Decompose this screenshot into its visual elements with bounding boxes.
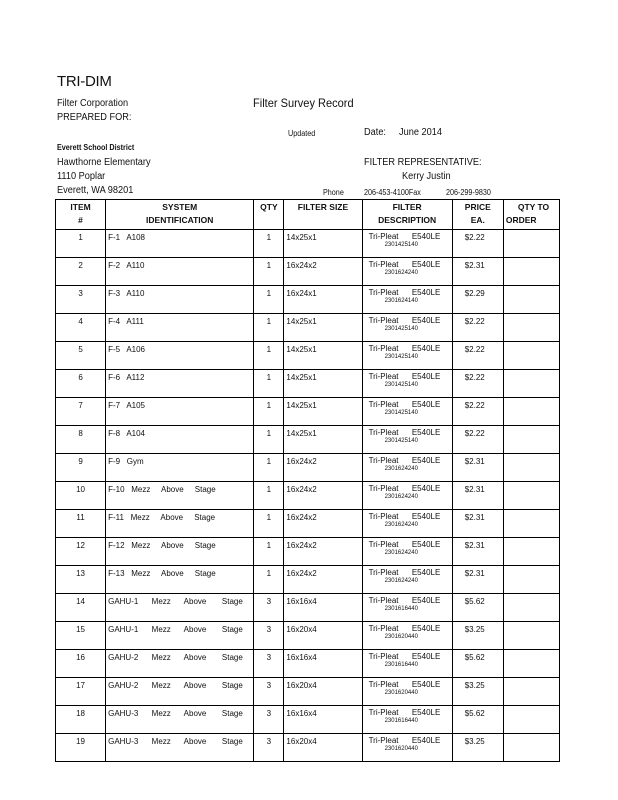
qty-to-order xyxy=(503,482,559,510)
price-each: $2.31 xyxy=(452,258,503,286)
qty-to-order xyxy=(503,510,559,538)
item-number: 15 xyxy=(56,622,106,650)
filter-description xyxy=(362,286,452,314)
part-number: 2301425140 xyxy=(384,382,418,388)
table-row xyxy=(56,510,560,538)
filter-description xyxy=(362,678,452,706)
qty-to-order xyxy=(503,370,559,398)
rep-name: Kerry Justin xyxy=(402,171,451,182)
price-each: $3.25 xyxy=(452,678,503,706)
qty-to-order xyxy=(503,594,559,622)
qty-to-order xyxy=(503,538,559,566)
price-each: $2.22 xyxy=(452,426,503,454)
price-each: $2.22 xyxy=(452,398,503,426)
part-number: 2301624240 xyxy=(384,578,418,584)
system-id: F-1 A108 xyxy=(106,230,254,258)
part-number: 2301425140 xyxy=(384,326,418,332)
company-name: Filter Corporation xyxy=(57,98,129,109)
system-id: GAHU-3 Mezz Above Stage xyxy=(106,706,254,734)
qty: 1 xyxy=(254,342,284,370)
price-each: $2.31 xyxy=(452,538,503,566)
filter-description xyxy=(362,482,452,510)
col-size-header: FILTER SIZE xyxy=(284,200,362,230)
item-number: 18 xyxy=(56,706,106,734)
client-street: 1110 Poplar xyxy=(57,171,106,182)
table-row xyxy=(56,566,560,594)
filter-description xyxy=(362,594,452,622)
part-number: 2301616440 xyxy=(384,662,418,668)
system-id: F-12 Mezz Above Stage xyxy=(106,538,254,566)
qty: 3 xyxy=(254,734,284,762)
filter-description xyxy=(362,370,452,398)
filter-size: 16x20x4 xyxy=(284,678,362,706)
filter-size: 16x24x1 xyxy=(284,286,362,314)
system-id: F-9 Gym xyxy=(106,454,254,482)
part-number: 2301620440 xyxy=(384,634,418,640)
qty-to-order xyxy=(503,426,559,454)
system-id: GAHU-2 Mezz Above Stage xyxy=(106,650,254,678)
qty: 1 xyxy=(254,538,284,566)
filter-model: Tri-Pleat E540LE xyxy=(368,288,441,297)
filter-size: 14x25x1 xyxy=(284,230,362,258)
part-number: 2301616440 xyxy=(384,718,418,724)
item-number: 9 xyxy=(56,454,106,482)
filter-size: 16x16x4 xyxy=(284,706,362,734)
part-number: 2301425140 xyxy=(384,354,418,360)
filter-description xyxy=(362,426,452,454)
price-each: $3.25 xyxy=(452,734,503,762)
client-school: Hawthorne Elementary xyxy=(57,157,151,168)
table-row xyxy=(56,370,560,398)
qty: 3 xyxy=(254,594,284,622)
filter-size: 16x20x4 xyxy=(284,734,362,762)
qty: 1 xyxy=(254,426,284,454)
item-number: 6 xyxy=(56,370,106,398)
system-id: F-13 Mezz Above Stage xyxy=(106,566,254,594)
system-id: GAHU-1 Mezz Above Stage xyxy=(106,594,254,622)
col-item-header: ITEM # xyxy=(56,200,106,230)
table-row xyxy=(56,650,560,678)
item-number: 5 xyxy=(56,342,106,370)
price-each: $2.22 xyxy=(452,370,503,398)
qty: 1 xyxy=(254,230,284,258)
item-number: 17 xyxy=(56,678,106,706)
item-number: 10 xyxy=(56,482,106,510)
price-each: $2.31 xyxy=(452,454,503,482)
qty-to-order xyxy=(503,398,559,426)
filter-size: 14x25x1 xyxy=(284,342,362,370)
qty-to-order xyxy=(503,342,559,370)
price-each: $2.22 xyxy=(452,342,503,370)
filter-size: 14x25x1 xyxy=(284,426,362,454)
system-id: F-8 A104 xyxy=(106,426,254,454)
table-row xyxy=(56,706,560,734)
item-number: 7 xyxy=(56,398,106,426)
filter-model: Tri-Pleat E540LE xyxy=(368,260,441,269)
part-number: 2301624240 xyxy=(384,270,418,276)
table-row xyxy=(56,594,560,622)
table-row xyxy=(56,342,560,370)
part-number: 2301425140 xyxy=(384,410,418,416)
price-each: $2.22 xyxy=(452,314,503,342)
system-id: GAHU-1 Mezz Above Stage xyxy=(106,622,254,650)
filter-description xyxy=(362,706,452,734)
qty-to-order xyxy=(503,678,559,706)
part-number: 2301425140 xyxy=(384,242,418,248)
price-each: $2.31 xyxy=(452,482,503,510)
item-number: 3 xyxy=(56,286,106,314)
price-each: $2.31 xyxy=(452,510,503,538)
qty: 3 xyxy=(254,650,284,678)
filter-model: Tri-Pleat E540LE xyxy=(368,540,441,549)
phone-number: 206-453-4100Fax xyxy=(364,188,421,197)
table-row xyxy=(56,678,560,706)
qty-to-order xyxy=(503,286,559,314)
filter-survey-table xyxy=(55,199,560,762)
system-id: F-5 A106 xyxy=(106,342,254,370)
qty: 1 xyxy=(254,314,284,342)
filter-description xyxy=(362,314,452,342)
system-id: F-10 Mezz Above Stage xyxy=(106,482,254,510)
part-number: 2301620440 xyxy=(384,746,418,752)
price-each: $5.62 xyxy=(452,650,503,678)
qty-to-order xyxy=(503,258,559,286)
qty: 1 xyxy=(254,566,284,594)
system-id: GAHU-3 Mezz Above Stage xyxy=(106,734,254,762)
qty: 1 xyxy=(254,258,284,286)
item-number: 2 xyxy=(56,258,106,286)
filter-description xyxy=(362,510,452,538)
report-title: Filter Survey Record xyxy=(253,96,354,110)
table-row xyxy=(56,258,560,286)
item-number: 19 xyxy=(56,734,106,762)
filter-size: 16x24x2 xyxy=(284,258,362,286)
filter-description xyxy=(362,622,452,650)
filter-description xyxy=(362,230,452,258)
system-id: F-2 A110 xyxy=(106,258,254,286)
system-id: F-7 A105 xyxy=(106,398,254,426)
filter-size: 16x16x4 xyxy=(284,594,362,622)
system-id: F-4 A111 xyxy=(106,314,254,342)
phone-label: Phone xyxy=(323,188,344,197)
qty: 1 xyxy=(254,510,284,538)
filter-size: 16x24x2 xyxy=(284,482,362,510)
part-number: 2301624240 xyxy=(384,494,418,500)
filter-description xyxy=(362,650,452,678)
qty-to-order xyxy=(503,622,559,650)
fax-number: 206-299-9830 xyxy=(446,188,491,197)
col-price-header: PRICE EA. xyxy=(452,200,503,230)
filter-model: Tri-Pleat E540LE xyxy=(368,232,441,241)
filter-size: 16x24x2 xyxy=(284,538,362,566)
table-row xyxy=(56,538,560,566)
filter-size: 14x25x1 xyxy=(284,398,362,426)
table-row xyxy=(56,230,560,258)
system-id: F-11 Mezz Above Stage xyxy=(106,510,254,538)
item-number: 1 xyxy=(56,230,106,258)
filter-size: 16x16x4 xyxy=(284,650,362,678)
filter-size: 16x24x2 xyxy=(284,454,362,482)
company-logo: TRI-DIM xyxy=(57,73,112,90)
filter-model: Tri-Pleat E540LE xyxy=(368,512,441,521)
qty-to-order xyxy=(503,650,559,678)
table-row xyxy=(56,482,560,510)
part-number: 2301620440 xyxy=(384,690,418,696)
filter-model: Tri-Pleat E540LE xyxy=(368,316,441,325)
filter-model: Tri-Pleat E540LE xyxy=(368,372,441,381)
qty-to-order xyxy=(503,566,559,594)
qty-to-order xyxy=(503,706,559,734)
qty: 3 xyxy=(254,706,284,734)
qty: 3 xyxy=(254,622,284,650)
price-each: $2.29 xyxy=(452,286,503,314)
qty: 1 xyxy=(254,286,284,314)
filter-description xyxy=(362,538,452,566)
prepared-for-label: PREPARED FOR: xyxy=(57,112,132,123)
qty: 1 xyxy=(254,454,284,482)
filter-size: 16x20x4 xyxy=(284,622,362,650)
filter-description xyxy=(362,342,452,370)
table-row xyxy=(56,398,560,426)
system-id: GAHU-2 Mezz Above Stage xyxy=(106,678,254,706)
price-each: $2.22 xyxy=(452,230,503,258)
filter-size: 14x25x1 xyxy=(284,314,362,342)
filter-size: 16x24x2 xyxy=(284,510,362,538)
client-district: Everett School District xyxy=(57,143,135,152)
filter-size: 14x25x1 xyxy=(284,370,362,398)
col-order-header: QTY TO ORDER xyxy=(503,200,559,230)
rep-label: FILTER REPRESENTATIVE: xyxy=(364,157,482,168)
price-each: $2.31 xyxy=(452,566,503,594)
table-row xyxy=(56,314,560,342)
filter-model: Tri-Pleat E540LE xyxy=(368,652,441,661)
item-number: 14 xyxy=(56,594,106,622)
price-each: $3.25 xyxy=(452,622,503,650)
filter-model: Tri-Pleat E540LE xyxy=(368,680,441,689)
item-number: 12 xyxy=(56,538,106,566)
item-number: 8 xyxy=(56,426,106,454)
table-row xyxy=(56,286,560,314)
col-desc-header: FILTER DESCRIPTION xyxy=(362,200,452,230)
table-row xyxy=(56,454,560,482)
filter-model: Tri-Pleat E540LE xyxy=(368,708,441,717)
filter-description xyxy=(362,258,452,286)
filter-description xyxy=(362,566,452,594)
qty: 1 xyxy=(254,370,284,398)
part-number: 2301624240 xyxy=(384,466,418,472)
filter-model: Tri-Pleat E540LE xyxy=(368,624,441,633)
part-number: 2301624240 xyxy=(384,550,418,556)
price-each: $5.62 xyxy=(452,706,503,734)
qty: 1 xyxy=(254,398,284,426)
table-row xyxy=(56,426,560,454)
filter-model: Tri-Pleat E540LE xyxy=(368,736,441,745)
part-number: 2301616440 xyxy=(384,606,418,612)
date-label: Date: xyxy=(364,127,386,138)
table-row xyxy=(56,622,560,650)
item-number: 11 xyxy=(56,510,106,538)
price-each: $5.62 xyxy=(452,594,503,622)
qty-to-order xyxy=(503,230,559,258)
date-value: June 2014 xyxy=(399,127,442,138)
filter-description xyxy=(362,398,452,426)
filter-model: Tri-Pleat E540LE xyxy=(368,596,441,605)
filter-description xyxy=(362,454,452,482)
filter-model: Tri-Pleat E540LE xyxy=(368,484,441,493)
part-number: 2301425140 xyxy=(384,438,418,444)
part-number: 2301624240 xyxy=(384,522,418,528)
table-header-row xyxy=(56,200,560,230)
qty-to-order xyxy=(503,454,559,482)
table-row xyxy=(56,734,560,762)
filter-description xyxy=(362,734,452,762)
filter-model: Tri-Pleat E540LE xyxy=(368,568,441,577)
system-id: F-6 A112 xyxy=(106,370,254,398)
filter-model: Tri-Pleat E540LE xyxy=(368,344,441,353)
part-number: 2301624140 xyxy=(384,298,418,304)
item-number: 13 xyxy=(56,566,106,594)
filter-model: Tri-Pleat E540LE xyxy=(368,400,441,409)
client-city: Everett, WA 98201 xyxy=(57,185,134,196)
filter-model: Tri-Pleat E540LE xyxy=(368,456,441,465)
col-qty-header: QTY xyxy=(254,200,284,230)
qty: 1 xyxy=(254,482,284,510)
filter-size: 16x24x2 xyxy=(284,566,362,594)
item-number: 4 xyxy=(56,314,106,342)
qty-to-order xyxy=(503,314,559,342)
system-id: F-3 A110 xyxy=(106,286,254,314)
col-system-header: SYSTEM IDENTIFICATION xyxy=(106,200,254,230)
item-number: 16 xyxy=(56,650,106,678)
filter-model: Tri-Pleat E540LE xyxy=(368,428,441,437)
updated-label: Updated xyxy=(288,129,316,138)
qty: 3 xyxy=(254,678,284,706)
qty-to-order xyxy=(503,734,559,762)
